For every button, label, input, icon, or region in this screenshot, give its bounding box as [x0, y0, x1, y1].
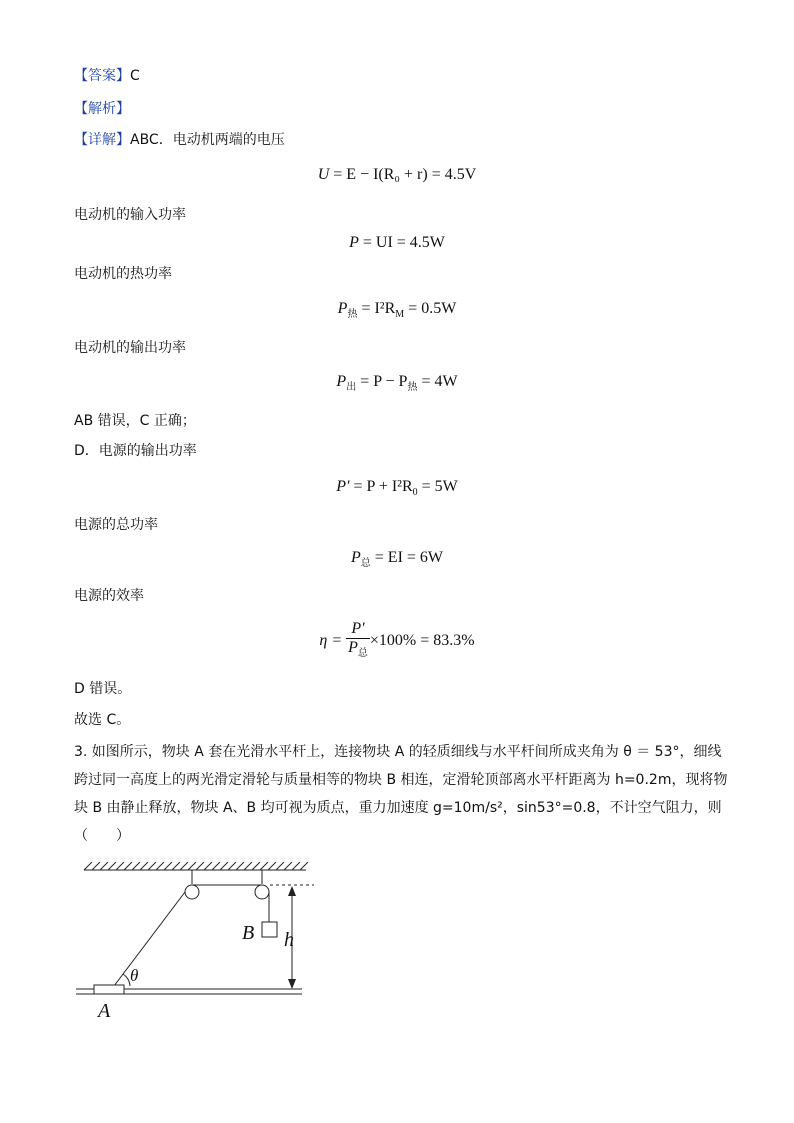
text-heat-power: 电动机的热功率 — [74, 266, 172, 282]
question-3 — [74, 738, 734, 850]
text-d-wrong: D 错误。 — [74, 681, 132, 697]
q3-line-4: （ ） — [74, 828, 130, 844]
text-efficiency: 电源的效率 — [74, 588, 144, 604]
answer-line — [74, 66, 140, 86]
equation-total-power: $P_总$ = EI = 6W — [350, 549, 444, 569]
text-input-power: 电动机的输入功率 — [74, 207, 186, 223]
label-a: A — [98, 1000, 111, 1022]
detail-label: 【详解】 — [74, 132, 130, 148]
q3-line-2: 跨过同一高度上的两光滑定滑轮与质量相等的物块 B 相连，定滑轮顶部离水平杆距离为 h=0.2m，现将物 — [74, 772, 728, 788]
block-b — [262, 922, 277, 937]
text-output-power: 电动机的输出功率 — [74, 340, 186, 356]
equation-input-power: P = UI = 4.5W — [349, 234, 445, 251]
equation-voltage — [0, 164, 794, 186]
pulley-figure — [70, 862, 330, 1027]
eq1-lhs: U — [317, 166, 330, 183]
label-b: B — [242, 922, 255, 944]
q3-line-1: 3. 如图所示，物块 A 套在光滑水平杆上，连接物块 A 的轻质细线与水平杆间所成夹角为 θ ＝ 53°，细线 — [74, 744, 722, 760]
block-a — [94, 985, 124, 994]
answer-label: 【答案】 — [74, 68, 130, 84]
answer-value: C — [130, 68, 140, 84]
label-theta: θ — [130, 966, 139, 985]
text-total-power: 电源的总功率 — [74, 517, 158, 533]
pulley-left — [185, 885, 199, 899]
equation-source-output: $P' = P + I^2R_0 = 5W$ — [336, 478, 458, 498]
label-h: h — [284, 929, 294, 951]
q3-line-3: 块 B 由静止释放，物块 A、B 均可视为质点，重力加速度 g=10m/s²，sin53°=0.8，不计空气阻力，则 — [74, 800, 722, 816]
text-choose: 故选 C。 — [74, 712, 131, 728]
ceiling-hatch — [84, 862, 308, 870]
text-ab-wrong: AB 错误，C 正确； — [74, 413, 196, 429]
detail-line — [74, 130, 285, 150]
eq1-rhs: = E − I(R₀ + r) = 4.5V — [329, 166, 477, 183]
equation-efficiency: η = $\frac{P'}{P_总}$ ×100% = 83.3% — [319, 620, 475, 659]
analysis-label: 【解析】 — [74, 101, 130, 117]
equation-heat-power: $P_热 = I^2R_M = 0.5W$ — [337, 300, 457, 320]
detail-text: ABC．电动机两端的电压 — [130, 132, 285, 148]
equation-output-power: $P_出 = P - P_热 = 4W$ — [336, 373, 458, 393]
text-d-output: D．电源的输出功率 — [74, 443, 197, 459]
pulley-right — [255, 885, 269, 899]
eq2-rhs: = UI = 4.5W — [362, 234, 445, 251]
